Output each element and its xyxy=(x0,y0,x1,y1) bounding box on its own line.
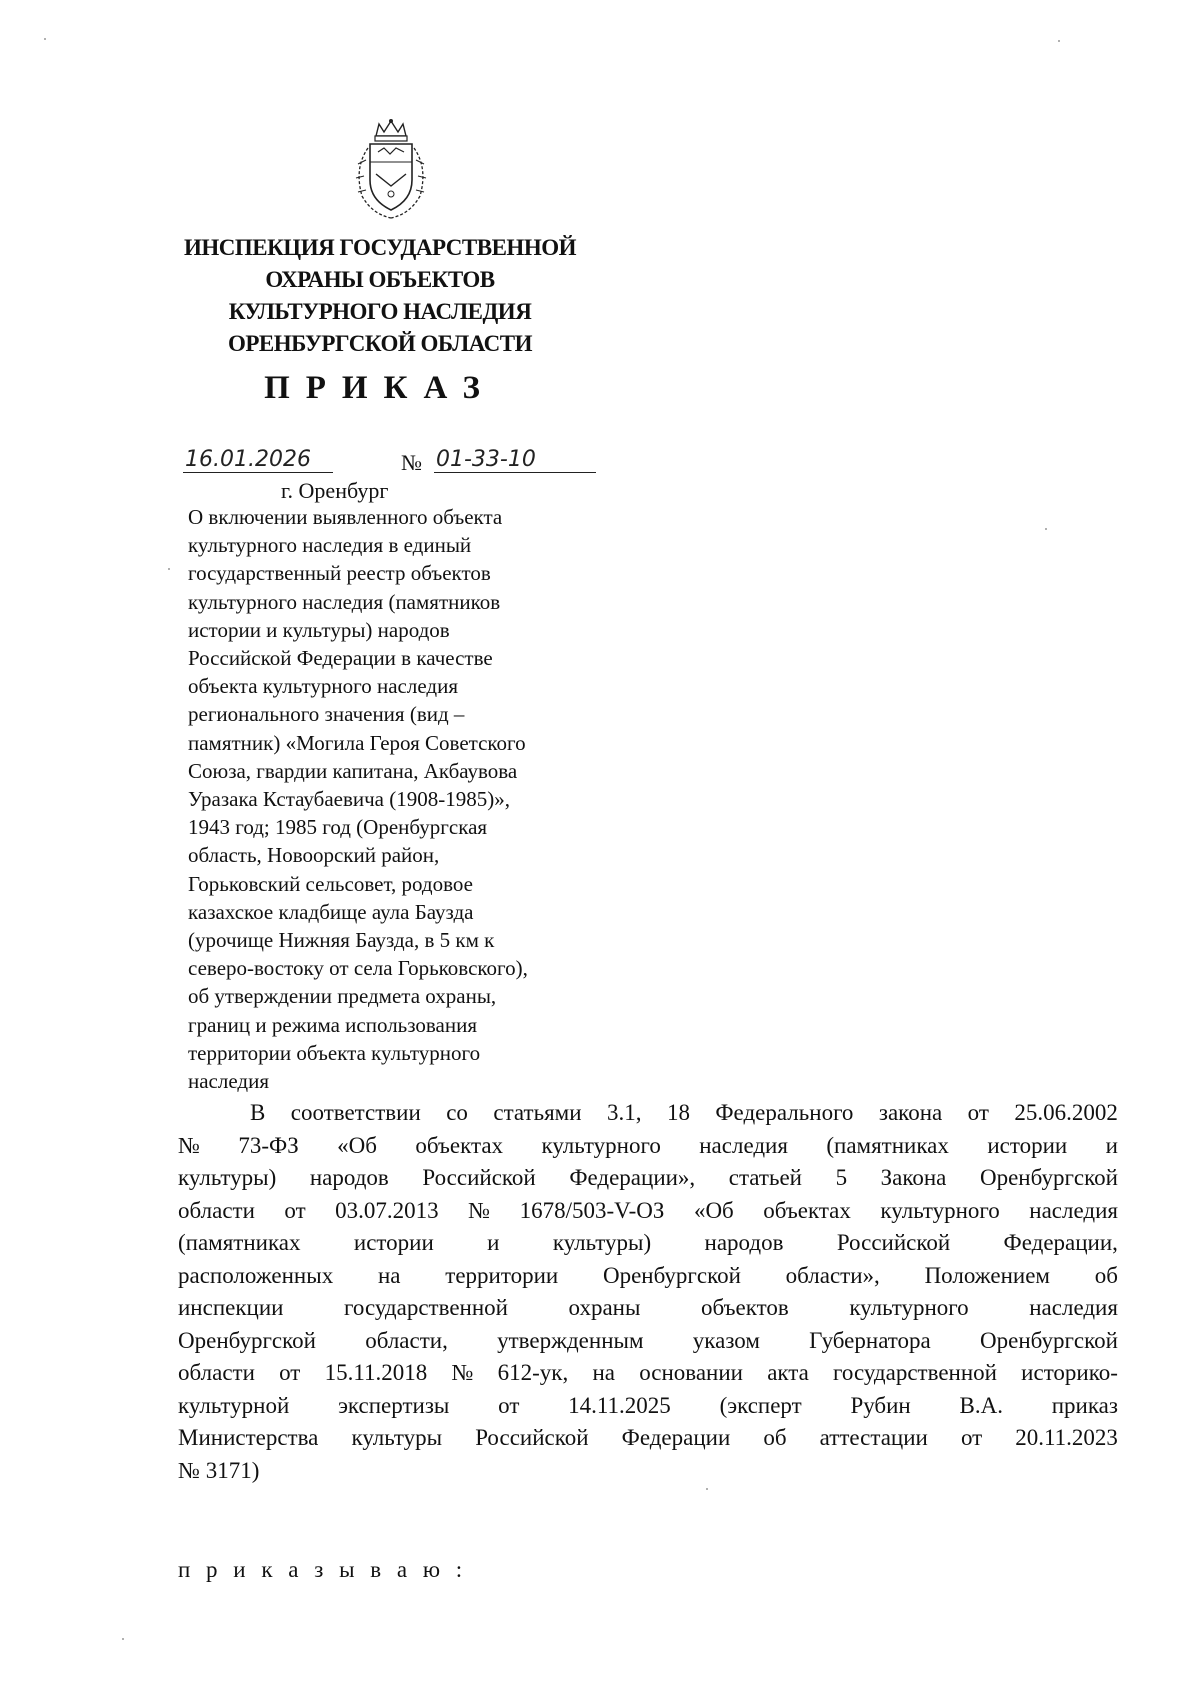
body-word: культурного xyxy=(880,1197,1000,1223)
body-word: указом xyxy=(692,1327,760,1353)
scan-speck xyxy=(122,1638,124,1640)
organization-name xyxy=(160,232,600,360)
body-word: статьями xyxy=(493,1100,582,1125)
preamble-paragraph xyxy=(178,1097,1118,1487)
body-word: расположенных xyxy=(178,1262,334,1288)
body-line xyxy=(178,1162,1118,1195)
body-word: государственной xyxy=(344,1295,508,1320)
org-line: ОРЕНБУРГСКОЙ ОБЛАСТИ xyxy=(227,331,533,356)
body-word: от xyxy=(284,1197,306,1223)
body-word: культуры xyxy=(351,1425,443,1450)
body-word: культуры) xyxy=(552,1230,652,1255)
body-word: объектах xyxy=(415,1132,504,1158)
body-word: 73-ФЗ xyxy=(238,1132,299,1158)
body-line xyxy=(178,1292,1118,1325)
body-word: 18 xyxy=(666,1100,690,1125)
body-word: Министерства xyxy=(178,1425,319,1450)
number-field xyxy=(434,448,596,473)
body-word: области», xyxy=(785,1262,880,1288)
body-word: территории xyxy=(445,1262,559,1288)
body-line xyxy=(178,1357,1118,1390)
body-word: № xyxy=(451,1360,474,1385)
scan-speck xyxy=(168,568,170,570)
subject-line: культурного наследия в единый xyxy=(188,533,472,558)
body-word: 15.11.2018 xyxy=(324,1360,428,1385)
subject-line: область, Новоорский район, xyxy=(188,843,440,868)
order-subject xyxy=(188,503,628,1095)
body-word: 1678/503-V-ОЗ xyxy=(519,1197,665,1223)
body-word: наследия xyxy=(699,1132,788,1158)
subject-line: казахское кладбище аула Баузда xyxy=(188,899,474,924)
body-word: статьей xyxy=(728,1165,802,1190)
body-word: Рубин xyxy=(850,1392,911,1418)
body-line xyxy=(178,1422,1118,1455)
body-word: Оренбургской xyxy=(979,1165,1118,1190)
subject-line: об утверждении предмета охраны, xyxy=(188,984,497,1009)
body-word: народов xyxy=(309,1165,389,1190)
subject-line: территории объекта культурного xyxy=(188,1040,481,1065)
city-name: г. Оренбург xyxy=(281,478,389,503)
subject-line: О включении выявленного объекта xyxy=(188,505,503,529)
body-word: и xyxy=(1105,1132,1118,1158)
body-word: истории xyxy=(353,1230,434,1255)
body-word: основании xyxy=(639,1360,743,1385)
body-word: объектах xyxy=(763,1197,851,1223)
subject-line: Горьковский сельсовет, родовое xyxy=(188,871,473,896)
body-word: охраны xyxy=(568,1295,641,1320)
body-word: Оренбургской xyxy=(602,1262,741,1288)
document-type-title: ПРИКАЗ xyxy=(264,370,496,406)
body-word: культурного xyxy=(541,1132,661,1158)
body-word: на xyxy=(592,1360,615,1385)
body-word: от xyxy=(498,1392,520,1418)
body-word: Федерации», xyxy=(569,1165,696,1190)
body-word: на xyxy=(377,1262,401,1288)
body-word: 14.11.2025 xyxy=(568,1392,671,1418)
body-word: 20.11.2023 xyxy=(1015,1425,1118,1450)
body-word: области, xyxy=(365,1327,448,1353)
body-word: об xyxy=(763,1425,787,1450)
body-word: утвержденным xyxy=(497,1327,644,1353)
body-word: области xyxy=(178,1360,255,1385)
body-word: истории xyxy=(987,1132,1068,1158)
body-word: Оренбургской xyxy=(980,1327,1118,1353)
org-line: ОХРАНЫ ОБЪЕКТОВ xyxy=(265,267,495,292)
body-word: Закона xyxy=(880,1165,947,1190)
body-word: приказ xyxy=(1051,1392,1118,1418)
body-word: соответствии xyxy=(290,1100,421,1125)
body-line xyxy=(178,1325,1118,1358)
coat-of-arms-emblem xyxy=(346,118,436,222)
handwritten-number: 01-33-10 xyxy=(436,447,536,472)
body-word: Российской xyxy=(422,1165,536,1190)
body-word: экспертизы xyxy=(338,1392,450,1418)
body-line xyxy=(178,1260,1118,1293)
body-word: Российской xyxy=(475,1425,589,1450)
body-word: № xyxy=(468,1197,491,1223)
body-word: «Об xyxy=(337,1132,377,1158)
body-line xyxy=(178,1227,1118,1260)
body-word: № xyxy=(178,1132,200,1158)
body-word: (памятниках xyxy=(178,1230,301,1255)
scan-speck xyxy=(1045,528,1047,530)
body-word: народов xyxy=(704,1230,784,1255)
body-word: со xyxy=(446,1100,468,1125)
body-line xyxy=(178,1097,1118,1130)
body-word: (памятниках xyxy=(826,1132,949,1158)
handwritten-date: 16.01.2026 xyxy=(185,447,311,472)
body-word: Оренбургской xyxy=(178,1327,316,1353)
body-line xyxy=(178,1195,1118,1228)
body-word: государственной xyxy=(833,1360,997,1385)
body-line: № 3171) xyxy=(178,1457,260,1483)
subject-line: культурного наследия (памятников xyxy=(188,589,501,614)
subject-line: наследия xyxy=(188,1069,269,1094)
subject-line: 1943 год; 1985 год (Оренбургская xyxy=(188,815,488,840)
body-word: объектов xyxy=(701,1295,789,1320)
body-word: 612-ук, xyxy=(497,1360,569,1385)
body-word: 5 xyxy=(835,1165,848,1190)
subject-line: регионального значения (вид – xyxy=(188,702,465,727)
body-word: культуры) xyxy=(178,1165,277,1190)
subject-line: северо-востоку от села Горьковского), xyxy=(188,956,528,981)
org-line: ИНСПЕКЦИЯ ГОСУДАРСТВЕННОЙ xyxy=(184,235,576,260)
body-word: инспекции xyxy=(178,1295,284,1320)
body-word: от xyxy=(279,1360,301,1385)
body-word: историко- xyxy=(1021,1360,1118,1385)
body-word: В xyxy=(250,1100,266,1125)
body-word: Положением xyxy=(924,1262,1050,1288)
body-word: от xyxy=(960,1425,983,1450)
body-line xyxy=(178,1130,1118,1163)
body-word: культурной xyxy=(178,1392,290,1418)
body-word: об xyxy=(1094,1262,1118,1288)
subject-line: памятник) «Могила Героя Советского xyxy=(188,730,526,755)
subject-line: Российской Федерации в качестве xyxy=(188,646,493,671)
body-word: Российской xyxy=(836,1230,951,1255)
body-word: культурного xyxy=(849,1295,969,1320)
subject-line: (урочище Нижняя Баузда, в 5 км к xyxy=(188,928,495,953)
order-directive: п р и к а з ы в а ю : xyxy=(178,1557,468,1582)
body-word: Федерации xyxy=(621,1425,731,1450)
org-line: КУЛЬТУРНОГО НАСЛЕДИЯ xyxy=(228,299,532,324)
body-word: акта xyxy=(767,1360,809,1385)
body-word: В.А. xyxy=(959,1392,1003,1418)
body-word: Федерации, xyxy=(1003,1230,1118,1255)
subject-line: государственный реестр объектов xyxy=(188,561,491,586)
body-word: и xyxy=(487,1230,500,1255)
body-word: закона xyxy=(878,1100,943,1125)
subject-line: Союза, гвардии капитана, Акбаувова xyxy=(188,758,518,783)
body-word: Губернатора xyxy=(809,1327,931,1353)
subject-line: Уразака Кстаубаевича (1908-1985)», xyxy=(188,787,510,812)
body-word: наследия xyxy=(1029,1295,1118,1320)
body-word: аттестации xyxy=(819,1425,928,1450)
scan-speck xyxy=(44,38,46,40)
subject-line: истории и культуры) народов xyxy=(188,617,450,642)
body-word: области xyxy=(178,1197,255,1223)
scan-speck xyxy=(1058,40,1060,42)
number-sign: № xyxy=(401,450,422,475)
body-word: «Об xyxy=(693,1197,734,1223)
body-line xyxy=(178,1390,1118,1423)
scan-speck xyxy=(706,1488,708,1490)
body-word: 03.07.2013 xyxy=(335,1197,439,1223)
body-word: (эксперт xyxy=(719,1392,802,1418)
body-word: 25.06.2002 xyxy=(1014,1100,1118,1125)
subject-line: объекта культурного наследия xyxy=(188,674,458,699)
date-field xyxy=(183,448,333,473)
subject-line: границ и режима использования xyxy=(188,1012,478,1037)
body-word: от xyxy=(967,1100,989,1125)
body-word: Федерального xyxy=(715,1100,854,1125)
body-word: наследия xyxy=(1029,1197,1118,1223)
body-word: 3.1, xyxy=(606,1100,642,1125)
